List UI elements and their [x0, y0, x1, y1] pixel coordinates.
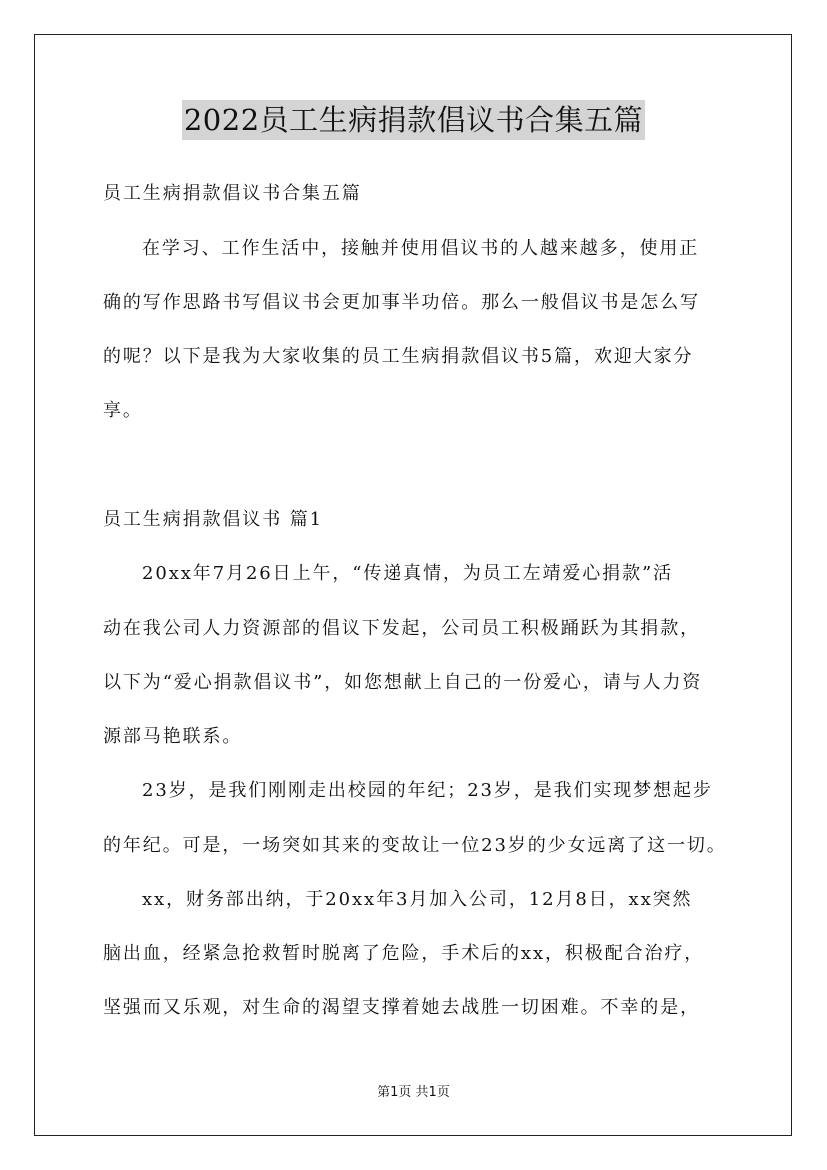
section-heading: 员工生病捐款倡议书 篇1 — [103, 509, 323, 530]
title-container — [0, 100, 827, 140]
paragraph-line: 23岁，是我们刚刚走出校园的年纪；23岁，是我们实现梦想起步 — [142, 780, 713, 801]
paragraph-line: 源部马艳联系。 — [103, 726, 243, 747]
paragraph-line: 坚强而又乐观，对生命的渴望支撑着她去战胜一切困难。不幸的是， — [103, 997, 700, 1018]
paragraph-line: 的呢？以下是我为大家收集的员工生病捐款倡议书5篇，欢迎大家分 — [103, 346, 694, 367]
page-footer: 第1页 共1页 — [377, 1085, 450, 1100]
paragraph-line: 以下为“爱心捐款倡议书”，如您想献上自己的一份爱心，请与人力资 — [103, 672, 703, 693]
paragraph-line: 的年纪。可是，一场突如其来的变故让一位23岁的少女远离了这一切。 — [103, 835, 727, 856]
paragraph-line: xx，财务部出纳，于20xx年3月加入公司，12月8日，xx突然 — [142, 889, 693, 910]
paragraph-line: 享。 — [103, 400, 143, 421]
subtitle-line: 员工生病捐款倡议书合集五篇 — [103, 183, 362, 204]
paragraph-line: 脑出血，经紧急抢救暂时脱离了危险，手术后的xx，积极配合治疗， — [103, 943, 705, 964]
paragraph-line: 确的写作思路书写倡议书会更加事半功倍。那么一般倡议书是怎么写 — [103, 292, 700, 313]
paragraph-line: 20xx年7月26日上午，“传递真情，为员工左靖爱心捐款”活 — [142, 563, 673, 584]
paragraph-line: 动在我公司人力资源部的倡议下发起，公司员工积极踊跃为其捐款， — [103, 618, 700, 639]
document-title: 2022员工生病捐款倡议书合集五篇 — [182, 100, 645, 140]
paragraph-line: 在学习、工作生活中，接触并使用倡议书的人越来越多，使用正 — [142, 238, 700, 259]
